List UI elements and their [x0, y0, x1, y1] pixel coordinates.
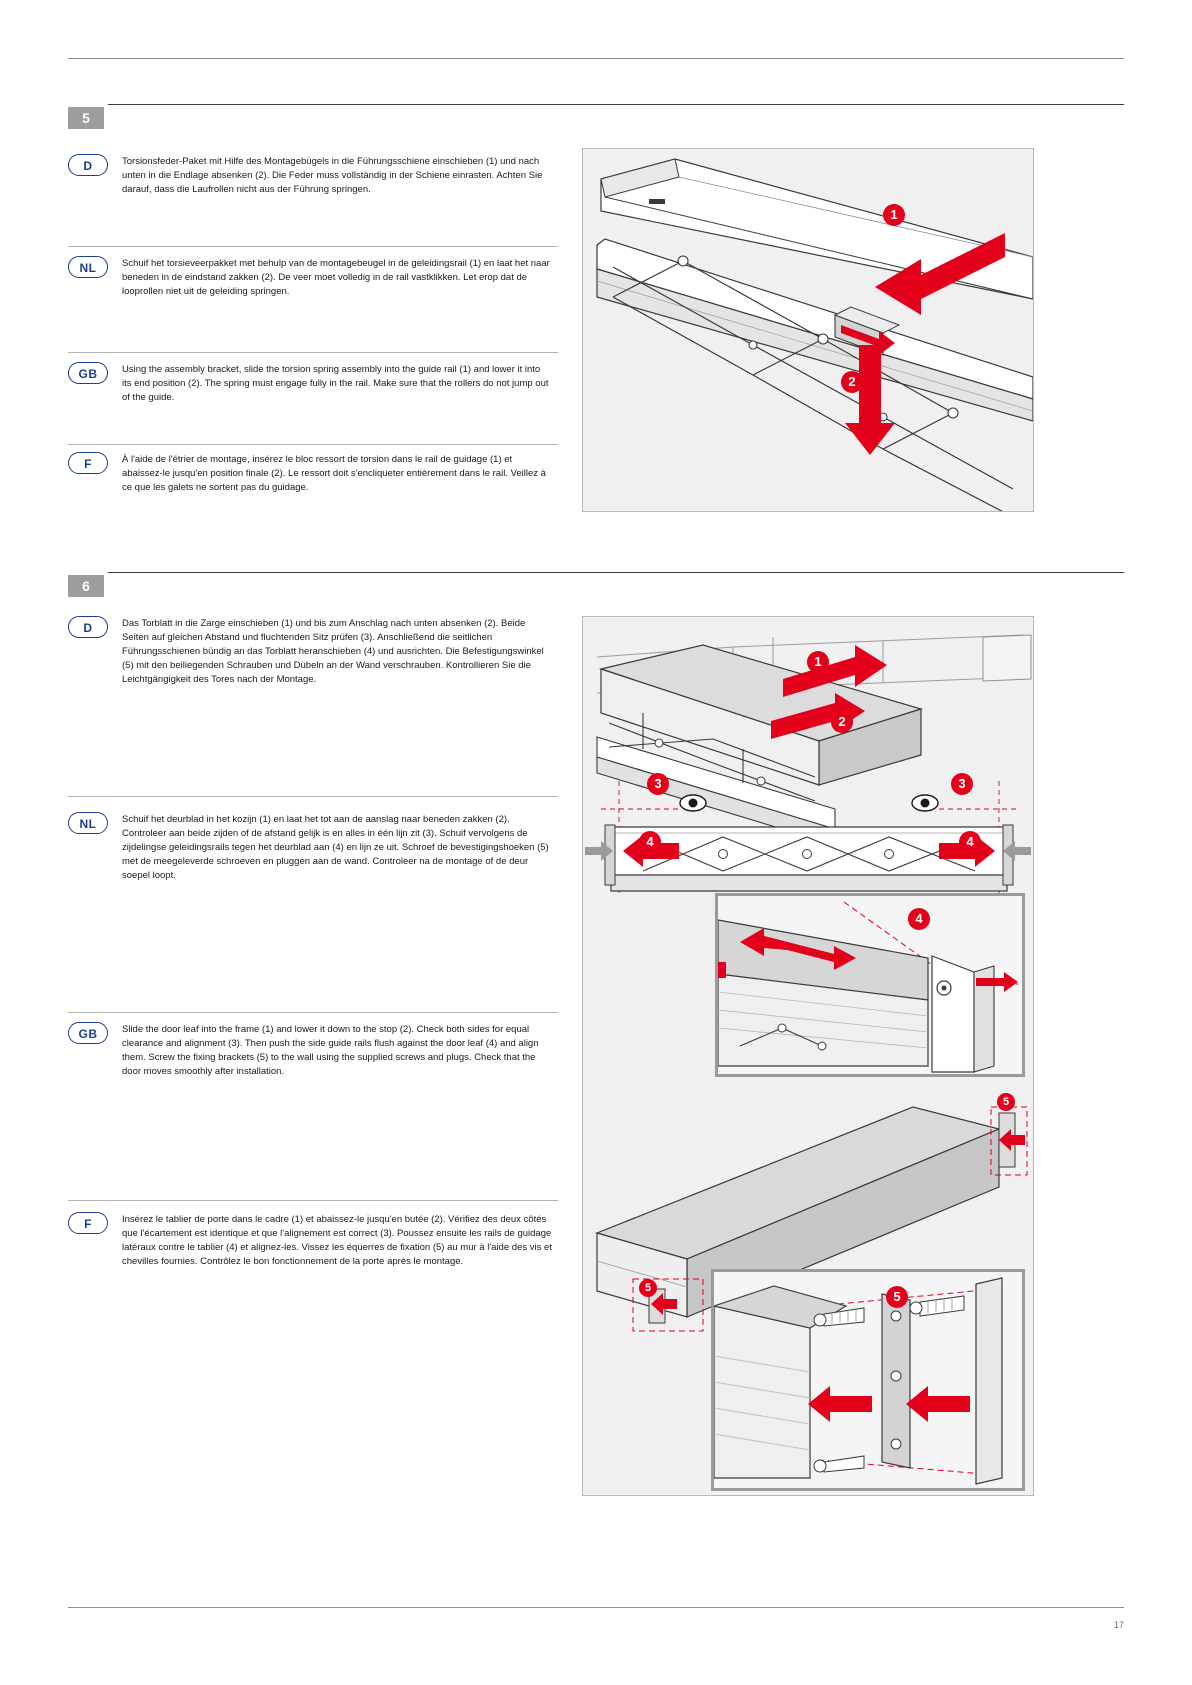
language-tag-de: D: [68, 154, 108, 176]
language-tag-nl: NL: [68, 256, 108, 278]
inset-a-illustration: [718, 896, 1022, 1074]
callout-2: 2: [841, 371, 863, 393]
figure-spring-assembly-insertion: [582, 148, 1034, 512]
figure-1-illustration: [583, 149, 1033, 511]
lang-separator: [68, 796, 558, 797]
callout-5-detail: 5: [886, 1286, 908, 1308]
callout-4-left: 4: [639, 831, 661, 853]
page-number: 17: [1113, 1620, 1124, 1630]
lang-separator: [68, 1012, 558, 1013]
language-tag-gb: GB: [68, 362, 108, 384]
language-text-gb: Slide the door leaf into the frame (1) and lower it down to the stop (2). Check both sides for equal clearance and alignment (3). Then push the side guide rails flush against the door leaf (4) and align them. Screw the fixing brackets (5) to the wall using the supplied screws and plugs. Check that the door moves smoothly after installation.: [122, 1024, 539, 1077]
section-5-rule: [108, 104, 1124, 105]
callout-4-right: 4: [959, 831, 981, 853]
inset-rail-alignment-detail: [715, 893, 1025, 1077]
callout-5-left: 5: [639, 1279, 657, 1297]
callout-1: 1: [883, 204, 905, 226]
header-rule: [68, 58, 1124, 59]
callout-5-top: 5: [997, 1093, 1015, 1111]
language-text-nl: Schuif het torsieveerpakket met behulp van de montagebeugel in de geleidingsrail (1) en laat het naar beneden in de eindstand zakken (2). De veer moet volledig in de rail vastklikken. Let erop dat de looprollen niet uit de geleiding springen.: [122, 258, 550, 297]
callout-4-detail: 4: [908, 908, 930, 930]
section-6-rule: [108, 572, 1124, 573]
inset-bracket-screw-detail: [711, 1269, 1025, 1491]
language-tag-nl: NL: [68, 812, 108, 834]
figure-door-leaf-installation: [582, 616, 1034, 1496]
lang-separator: [68, 1200, 558, 1201]
language-text-nl: Schuif het deurblad in het kozijn (1) en laat het tot aan de aanslag naar beneden zakken (2). Controleer aan beide zijden of de afstand gelijk is en alles in één lijn zit (3). Schuif vervolgens de zijdelingse geleidingsrails tegen het deurblad aan (4) en lijn ze uit. Schroef de bevestigingshoeken (5) met de meegeleverde schroeven en pluggen aan de wand. Controleer na de montage of de deur soepel loopt.: [122, 814, 549, 881]
callout-2: 2: [831, 711, 853, 733]
callout-3-right: 3: [951, 773, 973, 795]
section-5-number: 5: [68, 107, 104, 129]
language-tag-gb: GB: [68, 1022, 108, 1044]
language-text-gb: Using the assembly bracket, slide the torsion spring assembly into the guide rail (1) and lower it into its end position (2). The spring must engage fully in the rail. Make sure that the rollers do not jump out of the guide.: [122, 364, 549, 403]
language-text-de: Das Torblatt in die Zarge einschieben (1) und bis zum Anschlag nach unten absenken (2). Beide Seiten auf gleichen Abstand und fluchtenden Sitz prüfen (3). Anschließend die seitlichen Führungsschienen bündig an das Torblatt heranschieben (4) und ausrichten. Die Befestigungswinkel (5) mit den beiliegenden Schrauben und Dübeln an der Wand verschrauben. Kontrollieren Sie die Leichtgängigkeit des Tores nach der Montage.: [122, 618, 544, 685]
language-text-fr: À l'aide de l'étrier de montage, insérez le bloc ressort de torsion dans le rail de guidage (1) et abaissez-le jusqu'en position finale (2). Le ressort doit s'encliqueter entièrement dans le rail. Veillez à ce que les galets ne sortent pas du guidage.: [122, 454, 546, 493]
section-6-number: 6: [68, 575, 104, 597]
lang-separator: [68, 444, 558, 445]
language-text-de: Torsionsfeder-Paket mit Hilfe des Montagebügels in die Führungsschiene einschieben (1) und nach unten in die Endlage absenken (2). Die Feder muss vollständig in der Schiene einrasten. Achten Sie darauf, dass die Laufrollen nicht aus der Führung springen.: [122, 156, 543, 195]
footer-rule: [68, 1607, 1124, 1608]
language-tag-fr: F: [68, 1212, 108, 1234]
inset-b-illustration: [714, 1272, 1022, 1488]
lang-separator: [68, 352, 558, 353]
language-text-fr: Insérez le tablier de porte dans le cadre (1) et abaissez-le jusqu'en butée (2). Vérifiez des deux côtés que l'écartement est identique et que l'alignement est correct (3). Poussez ensuite les rails de guidage latéraux contre le tablier (4) et alignez-les. Vissez les équerres de fixation (5) au mur à l'aide des vis et chevilles fournies. Contrôlez le bon fonctionnement de la porte après le montage.: [122, 1214, 552, 1267]
lang-separator: [68, 246, 558, 247]
callout-3-left: 3: [647, 773, 669, 795]
language-tag-de: D: [68, 616, 108, 638]
language-tag-fr: F: [68, 452, 108, 474]
callout-1: 1: [807, 651, 829, 673]
